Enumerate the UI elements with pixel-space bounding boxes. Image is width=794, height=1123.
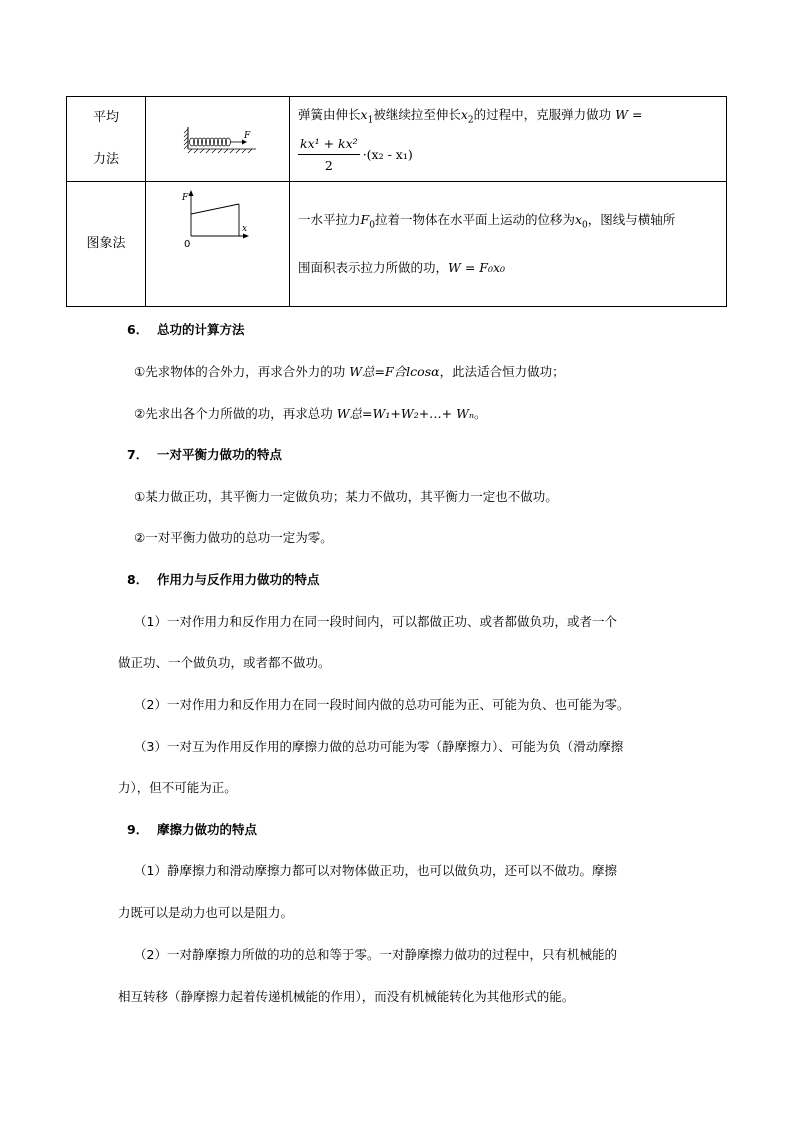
paragraph: （1）静摩擦力和滑动摩擦力都可以对物体做正功，也可以做负功，还可以不做功。摩擦 (134, 863, 617, 878)
method-name-line: 力法 (92, 152, 119, 167)
section-6-heading (127, 320, 245, 338)
var-x2: x (460, 106, 468, 122)
force-displacement-graph (146, 182, 289, 306)
y-axis-label: F (182, 193, 189, 203)
desc-text: 一水平拉力 (298, 212, 361, 228)
spring-diagram (146, 97, 289, 181)
equals-sign: = (627, 106, 643, 122)
paragraph (134, 404, 487, 422)
method-description-cell (290, 182, 727, 307)
section-title: 总功的计算方法 (157, 322, 245, 337)
section-number: 8． (127, 572, 149, 587)
description-line (298, 103, 718, 133)
graph-figure (146, 182, 289, 306)
spring-figure (146, 97, 289, 181)
desc-text: 弹簧由伸长 (298, 106, 361, 122)
paragraph: ②一对平衡力做功的总功一定为零。 (134, 530, 333, 545)
spring-coil (190, 138, 231, 146)
text: ，此法适合恒力做功； (439, 364, 565, 379)
work-methods-table (66, 96, 727, 307)
desc-text: 围面积表示拉力所做的功， (298, 259, 449, 275)
section-number: 7． (127, 447, 149, 462)
paragraph: 做正功、一个做负功，或者都不做功。 (118, 655, 331, 670)
fraction-denominator: 2 (324, 158, 333, 174)
section-number: 6． (127, 322, 149, 337)
y-arrow-icon (189, 190, 194, 196)
text: ②先求出各个力所做的功，再求总功 (134, 406, 337, 421)
formula-line (298, 136, 718, 175)
ground-hatch (188, 149, 252, 153)
var-x2-sub: 2 (467, 115, 474, 126)
text: 。 (474, 406, 487, 421)
formula: W总=W₁+W₂+…+ Wₙ (336, 406, 475, 421)
section-number: 9． (127, 822, 149, 837)
description-line (298, 199, 718, 247)
text: ①先求物体的合外力，再求合外力的功 (134, 364, 350, 379)
description-line (298, 247, 718, 289)
var-w: W (615, 106, 628, 122)
desc-text: 被继续拉至伸长 (373, 106, 461, 122)
work-formula: W = F₀x₀ (448, 259, 506, 275)
section-title: 作用力与反作用力做功的特点 (157, 572, 320, 587)
wall-hatch (184, 129, 188, 149)
section-title: 一对平衡力做功的特点 (157, 447, 283, 462)
fraction (298, 136, 360, 175)
x-arrow-icon (243, 234, 249, 239)
desc-text: 的过程中，克服弹力做功 (473, 106, 612, 122)
paragraph: （2）一对作用力和反作用力在同一段时间内做的总功可能为正、可能为负、也可能为零。 (134, 697, 630, 712)
force-label: F (244, 131, 251, 141)
method-name-line: 平均 (92, 110, 119, 125)
paragraph: 相互转移（静摩擦力起着传递机械能的作用），而没有机械能转化为其他形式的能。 (118, 989, 575, 1004)
paragraph (134, 362, 565, 380)
method-name-cell (67, 182, 146, 307)
x-axis-label: x (242, 224, 248, 234)
table-row (67, 182, 727, 307)
paragraph: （3）一对互为作用反作用的摩擦力做的总功可能为零（静摩擦力）、可能为负（滑动摩擦 (134, 739, 624, 754)
paragraph: （1）一对作用力和反作用力在同一段时间内，可以都做正功、或者都做负功，或者一个 (134, 614, 617, 629)
method-description-cell (290, 97, 727, 182)
desc-text: 拉着一物体在水平面上运动的位移为 (374, 212, 575, 228)
paragraph: （2）一对静摩擦力所做的功的总和等于零。一对静摩擦力做功的过程中，只有机械能的 (134, 947, 617, 962)
section-9-heading (127, 820, 257, 838)
graph-figure-cell (146, 182, 290, 307)
formula: W总=F合lcosα (349, 364, 440, 379)
var-x1-sub: 1 (367, 115, 374, 126)
section-title: 摩擦力做功的特点 (157, 822, 258, 837)
var-x0-sub: 0 (582, 220, 588, 231)
var-f0-sub: 0 (369, 220, 375, 231)
method-name-cell (67, 97, 146, 182)
var-f0: F (360, 212, 370, 228)
section-8-heading (127, 570, 320, 588)
section-7-heading (127, 445, 282, 463)
table-row (67, 97, 727, 182)
force-line (191, 204, 239, 214)
method-name-line: 图象法 (86, 236, 126, 251)
desc-text: ，图线与横轴所 (587, 212, 676, 228)
fraction-numerator: kx¹ + kx² (298, 136, 360, 155)
origin-label: 0 (184, 239, 191, 250)
formula-tail: ·(x₂ - x₁) (362, 147, 413, 163)
spring-figure-cell (146, 97, 290, 182)
paragraph: 力），但不可能为正。 (118, 780, 237, 795)
paragraph: ①某力做正功，其平衡力一定做负功；某力不做功，其平衡力一定也不做功。 (134, 489, 558, 504)
paragraph: 力既可以是动力也可以是阻力。 (118, 905, 294, 920)
var-x1: x (360, 106, 368, 122)
var-x0: x (574, 212, 583, 228)
